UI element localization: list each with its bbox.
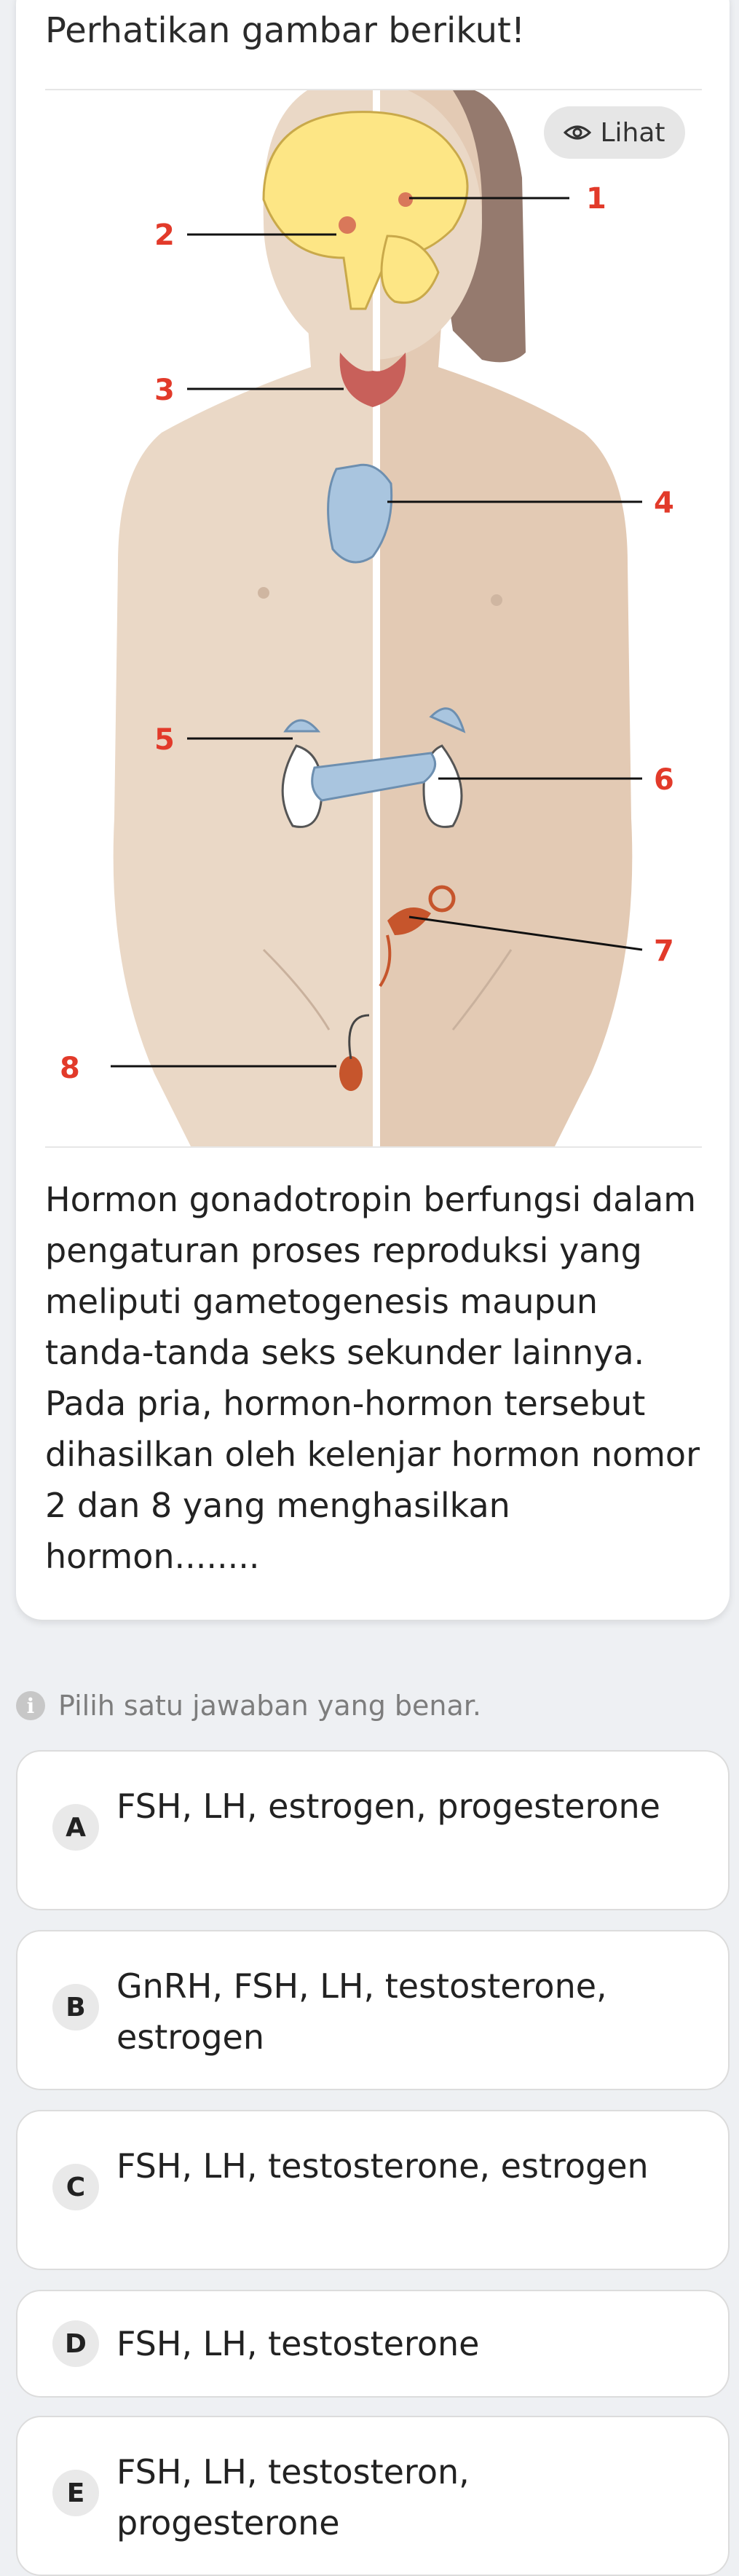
- endocrine-figure: [45, 89, 702, 1148]
- pituitary: [339, 216, 356, 234]
- hint-text: Pilih satu jawaban yang benar.: [58, 1690, 481, 1722]
- figure-label-2: 2: [154, 218, 175, 252]
- testis: [339, 1056, 363, 1091]
- option-letter-badge: D: [52, 2320, 99, 2367]
- option-text: FSH, LH, testosteron, progesterone: [116, 2452, 470, 2542]
- view-button-label: Lihat: [600, 117, 665, 148]
- figure-label-5: 5: [154, 723, 175, 757]
- option-letter-badge: C: [52, 2164, 99, 2210]
- option-a[interactable]: [16, 1750, 730, 1910]
- option-text: GnRH, FSH, LH, testosterone, estrogen: [116, 1966, 607, 2057]
- option-letter-badge: B: [52, 1984, 99, 2031]
- figure-label-8: 8: [60, 1052, 80, 1085]
- question-title: Perhatikan gambar berikut!: [45, 10, 526, 51]
- option-text: FSH, LH, testosterone, estrogen: [116, 2146, 649, 2186]
- figure-label-4: 4: [654, 487, 674, 520]
- figure-label-6: 6: [654, 763, 674, 797]
- option-text: FSH, LH, testosterone: [116, 2324, 480, 2363]
- question-text: Hormon gonadotropin berfungsi dalam pengaturan proses reproduksi yang meliputi gametogenesis maupun tanda-tanda seks sekunder lainnya. Pada pria, hormon-hormon tersebut dihasilkan oleh kelenjar hormon nomor 2 dan 8 yang menghasilkan hormon........: [45, 1180, 700, 1576]
- eye-icon: [564, 123, 591, 142]
- option-b[interactable]: [16, 1930, 730, 2090]
- endocrine-diagram: [45, 90, 702, 1146]
- info-icon: i: [16, 1691, 45, 1720]
- figure-label-1: 1: [586, 182, 606, 216]
- option-e[interactable]: [16, 2416, 730, 2576]
- figure-label-3: 3: [154, 374, 175, 407]
- instruction-hint: [16, 1690, 481, 1722]
- option-d[interactable]: [16, 2290, 730, 2398]
- option-c[interactable]: [16, 2110, 730, 2270]
- view-image-button[interactable]: [544, 106, 685, 159]
- option-letter-badge: E: [52, 2470, 99, 2516]
- figure-label-7: 7: [654, 934, 674, 968]
- option-text: FSH, LH, estrogen, progesterone: [116, 1787, 660, 1826]
- option-letter-badge: A: [52, 1804, 99, 1851]
